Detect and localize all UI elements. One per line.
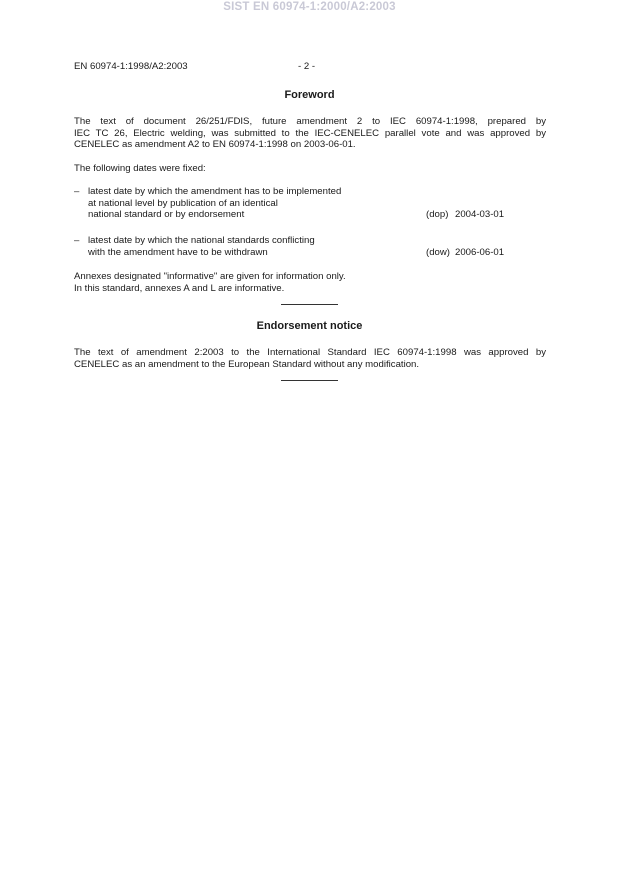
watermark-text: SIST EN 60974-1:2000/A2:2003 xyxy=(223,1,396,13)
endorsement-title: Endorsement notice xyxy=(256,320,363,332)
date-code: (dow) xyxy=(426,246,450,258)
endorsement-paragraph xyxy=(74,347,546,370)
date-code: (dop) xyxy=(426,209,449,220)
date-item-line: with the amendment have to be withdrawn xyxy=(88,246,268,258)
date-item-line: latest date by which the amendment has to be implemented xyxy=(88,186,342,197)
foreword-paragraph xyxy=(74,116,546,151)
annex-line: In this standard, annexes A and L are informative. xyxy=(74,282,285,294)
list-dash: – xyxy=(74,235,80,246)
date-item-dow xyxy=(74,235,546,259)
section-divider xyxy=(281,304,338,305)
date-item-line: at national level by publication of an identical xyxy=(88,197,278,209)
list-dash: – xyxy=(74,186,80,197)
date-item-line: latest date by which the national standards conflicting xyxy=(88,235,315,246)
dates-intro: The following dates were fixed: xyxy=(74,163,206,174)
section-divider xyxy=(281,380,338,381)
date-item-text xyxy=(88,235,388,258)
foreword-title: Foreword xyxy=(284,89,335,101)
date-item-dop xyxy=(74,186,546,222)
date-item-line: national standard or by endorsement xyxy=(88,209,245,220)
date-value: 2006-06-01 xyxy=(455,246,505,258)
date-item-text xyxy=(88,186,388,221)
paragraph-line: CENELEC as an amendment to the European Standard without any modification. xyxy=(74,358,420,370)
document-reference: EN 60974-1:1998/A2:2003 xyxy=(74,61,188,72)
paragraph-line: The text of amendment 2:2003 to the International Standard IEC 60974-1:1998 was approved by xyxy=(74,347,546,358)
paragraph-line: The text of document 26/251/FDIS, future amendment 2 to IEC 60974-1:1998, prepared by xyxy=(74,116,546,127)
date-value: 2004-03-01 xyxy=(455,209,505,220)
annex-line: Annexes designated "informative" are given for information only. xyxy=(74,271,346,282)
paragraph-line: IEC TC 26, Electric welding, was submitted to the IEC-CENELEC parallel vote and was approved by xyxy=(74,127,546,139)
page-number: - 2 - xyxy=(298,61,316,72)
paragraph-line: CENELEC as amendment A2 to EN 60974-1:1998 on 2003-06-01. xyxy=(74,139,356,150)
annex-note xyxy=(74,271,346,294)
